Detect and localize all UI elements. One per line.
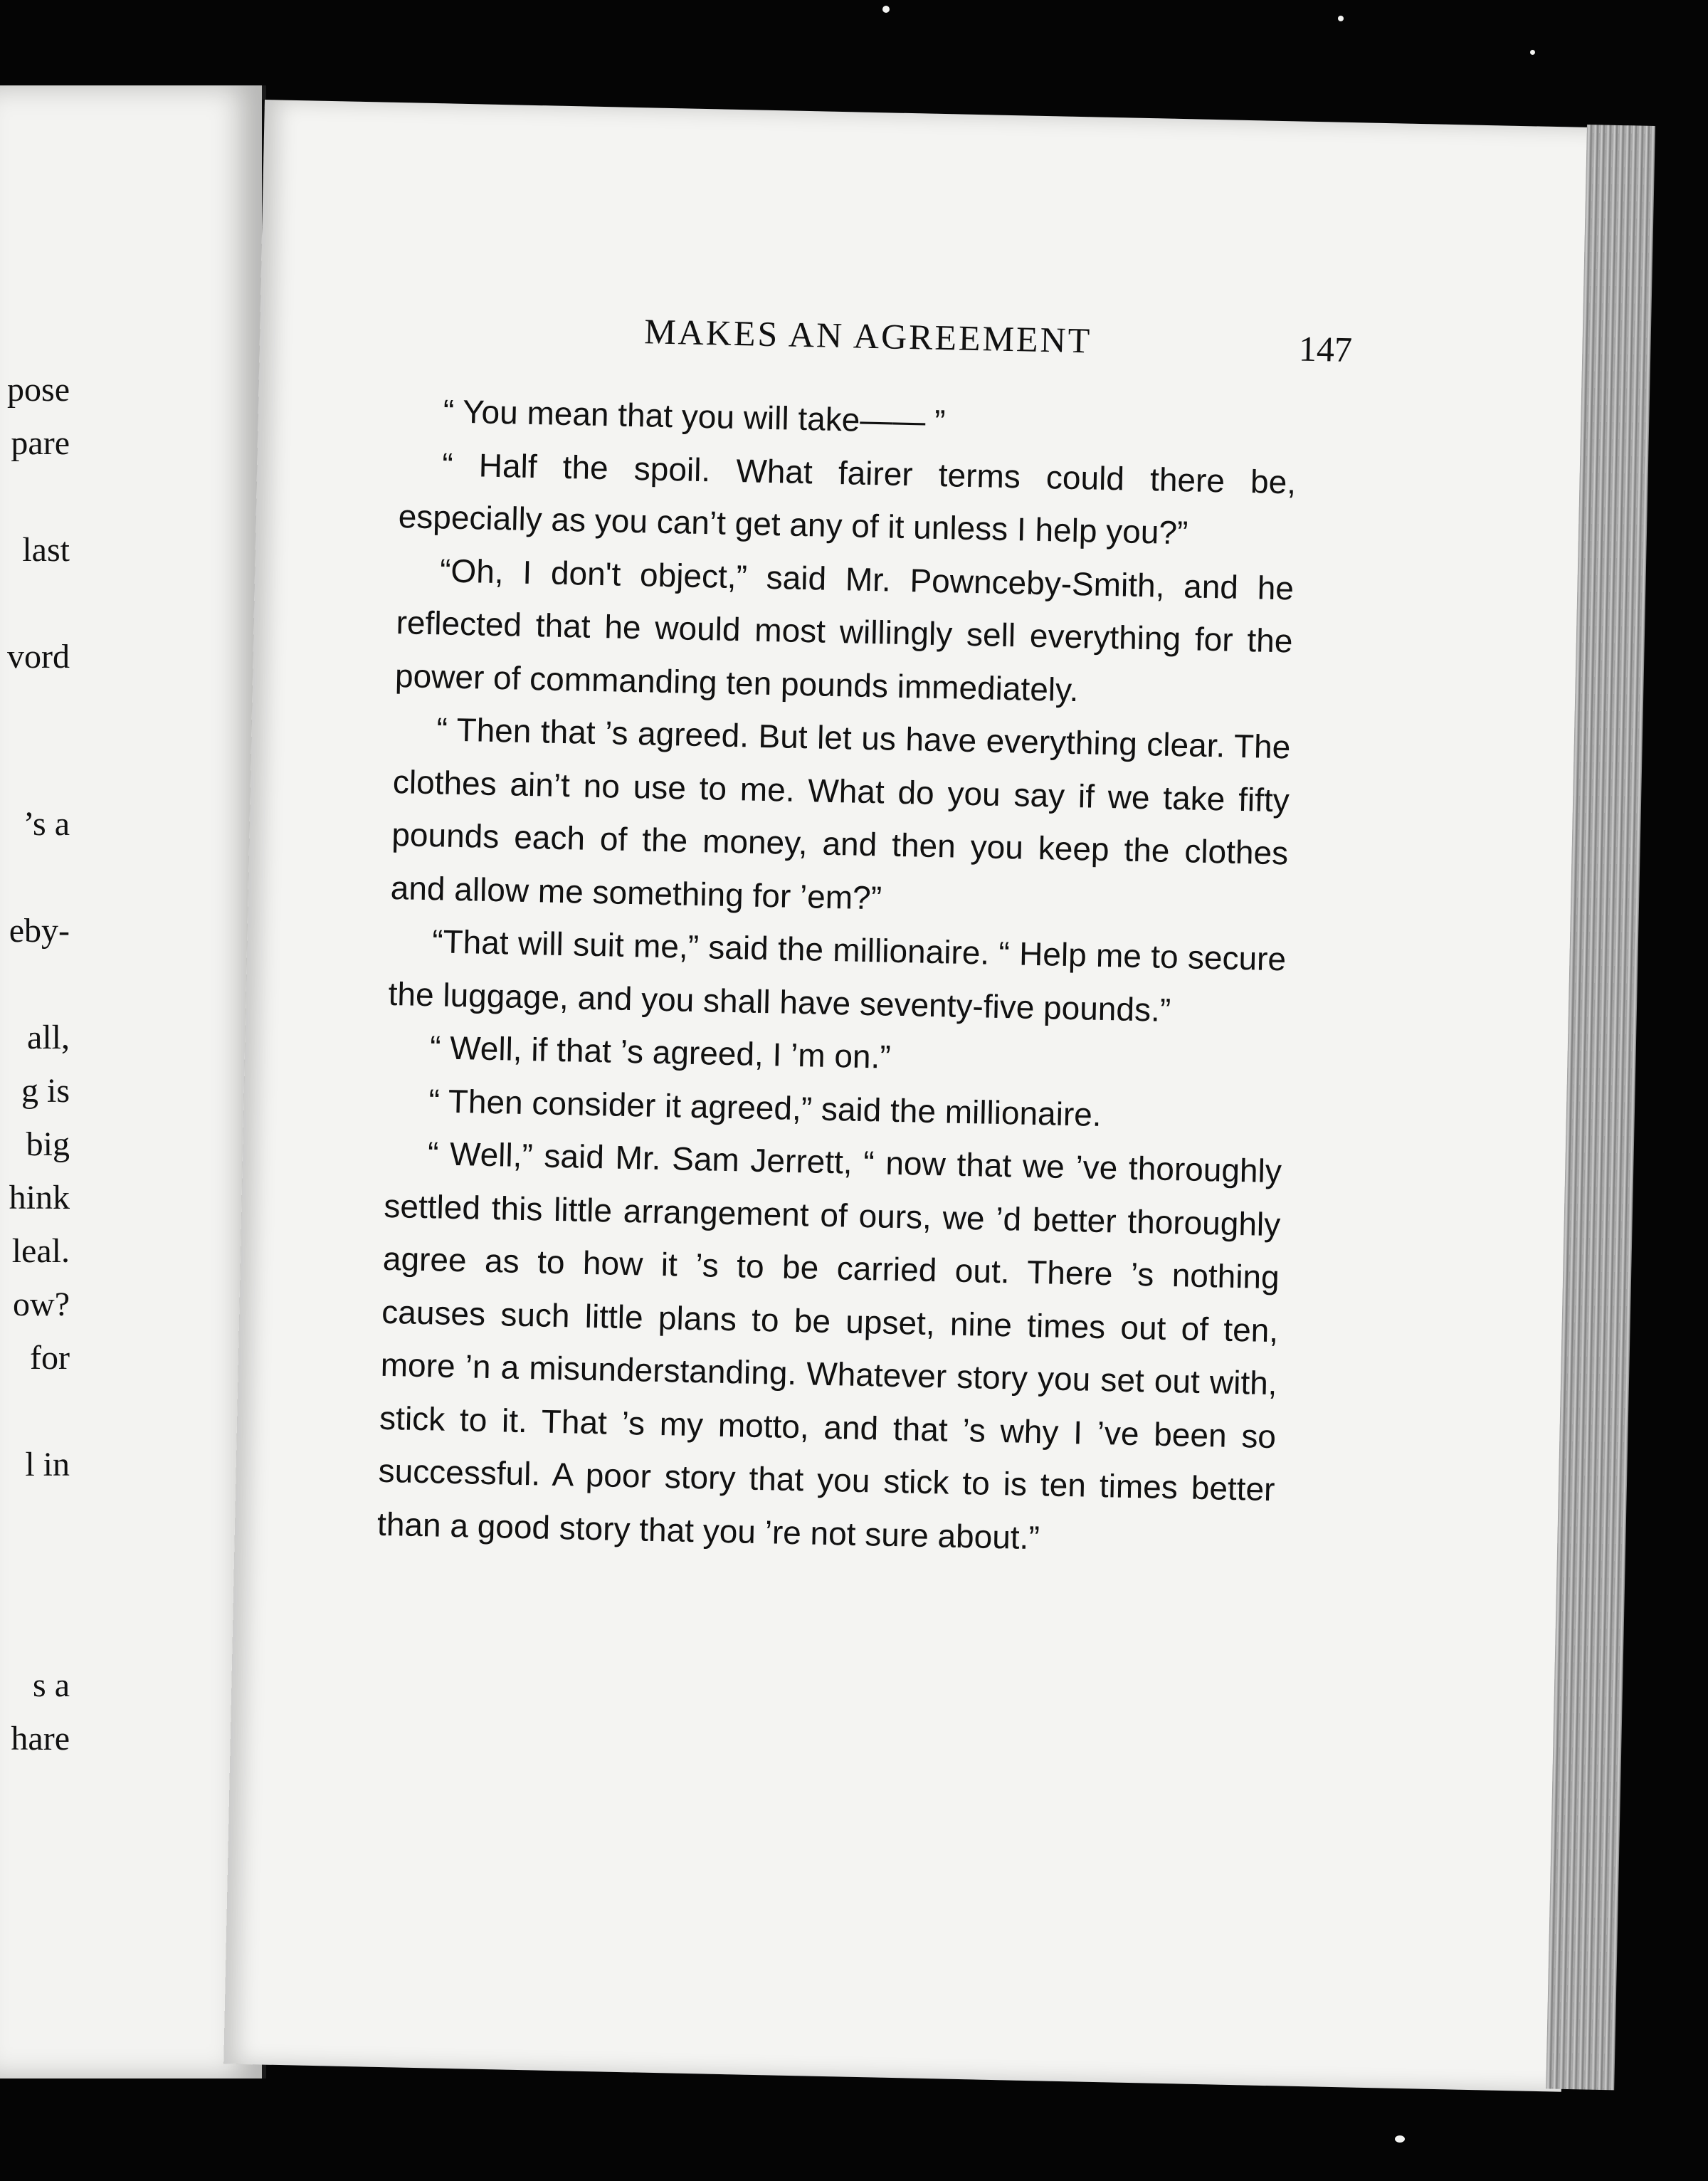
paragraph: “ Well,” said Mr. Sam Jerrett, “ now that we ’ve thoroughly settled this little arrangement of ours, we ’d better thoroughly agree as to how it ’s to be carried out. There ’s nothing causes such little plans to be upset, nine times out of ten, more ’n a misunderstanding. Whatever story you set out with, stick to it. That ’s my motto, and that ’s why I ’ve been so successful. A poor story that you stick to is ten times better than a good story that you ’re not sure about.” bbox=[376, 1135, 1282, 1556]
running-head: MAKES AN AGREEMENT bbox=[643, 311, 1092, 361]
left-page-fragment: vord bbox=[7, 638, 70, 676]
left-facing-page bbox=[0, 85, 266, 2078]
dust-speck bbox=[1395, 2135, 1405, 2143]
paragraph: “ Then that ’s agreed. But let us have everything clear. The clothes ain’t no use to me. What do you say if we take fifty pounds each of the money, and then you keep the clothes and allow me something for ’em?” bbox=[390, 710, 1291, 916]
page-number: 147 bbox=[1298, 328, 1353, 370]
left-page-fragment: l in bbox=[25, 1446, 70, 1483]
paragraph: “ Half the spoil. What fairer terms could there be, especially as you can’t get any of it unless I help you?” bbox=[398, 445, 1297, 552]
dust-speck bbox=[1530, 50, 1535, 55]
left-page-fragment: all, bbox=[27, 1019, 70, 1056]
left-page-fragment: ’s a bbox=[23, 805, 70, 843]
left-page-fragment: pose bbox=[7, 371, 70, 409]
left-page-fragment: hink bbox=[9, 1179, 70, 1216]
dust-speck bbox=[882, 6, 890, 13]
left-page-fragment: for bbox=[30, 1339, 70, 1377]
page-body bbox=[376, 384, 1297, 1569]
left-page-fragment: pare bbox=[11, 424, 70, 462]
left-page-fragment: g is bbox=[21, 1072, 70, 1110]
left-page-fragment: eby- bbox=[9, 912, 70, 950]
left-page-fragment: ow? bbox=[13, 1286, 70, 1323]
paragraph: “That will suit me,” said the millionaire. “ Help me to secure the luggage, and you shall have seventy-five pounds.” bbox=[388, 923, 1287, 1029]
dust-speck bbox=[1338, 16, 1344, 21]
left-page-fragment: hare bbox=[11, 1720, 70, 1757]
paragraph: “ You mean that you will take—— ” bbox=[443, 392, 946, 441]
left-page-fragment: last bbox=[22, 531, 70, 569]
left-page-fragment: leal. bbox=[11, 1232, 70, 1270]
paragraph: “ Then consider it agreed,” said the millionaire. bbox=[428, 1081, 1102, 1133]
paragraph: “Oh, I don't object,” said Mr. Pownceby-Smith, and he reflected that he would most willingly sell everything for the power of commanding ten pounds immediately. bbox=[394, 551, 1295, 708]
right-book-page bbox=[223, 100, 1602, 2092]
paragraph: “ Well, if that ’s agreed, I ’m on.” bbox=[429, 1029, 892, 1076]
left-page-fragment: s a bbox=[33, 1666, 70, 1704]
left-page-fragment: big bbox=[26, 1125, 70, 1163]
